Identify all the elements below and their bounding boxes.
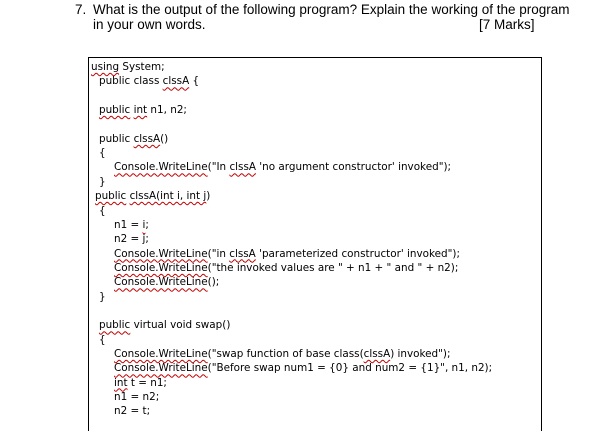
flagged-token: clssA (363, 348, 391, 360)
question-number: 7. (75, 2, 87, 17)
code-line (99, 291, 106, 304)
code-line (114, 248, 460, 261)
code-token: } (99, 290, 106, 303)
code-line (114, 276, 219, 289)
code-token: n2 = j; (114, 233, 149, 246)
code-token: } (99, 175, 106, 188)
code-line (114, 161, 451, 174)
code-line (99, 75, 199, 88)
flagged-token: clssA(int i, int j (129, 190, 207, 203)
code-token: ("swap function of base class( (207, 348, 364, 360)
question-marks: [7 Marks] (479, 17, 535, 32)
code-token: ("In (207, 161, 230, 174)
flagged-token: Console.WriteLine (114, 276, 208, 289)
flagged-token: int (114, 376, 128, 389)
code-token: 'no argument constructor' invoked"); (255, 161, 452, 174)
code-token: { (99, 147, 106, 160)
code-token: () (160, 132, 169, 145)
flagged-token: i (142, 218, 146, 231)
code-token: { (189, 75, 200, 88)
code-line (99, 147, 106, 160)
code-token: ("in (207, 247, 230, 260)
code-token: { (99, 333, 106, 346)
code-line (114, 391, 159, 404)
code-token: public (99, 132, 134, 145)
code-token: { (99, 204, 106, 217)
code-line (99, 104, 187, 117)
flagged-token: Console.WriteLine (114, 348, 208, 360)
code-line (95, 190, 210, 203)
code-line (91, 61, 165, 74)
flagged-token: clssA (162, 75, 190, 88)
code-line (114, 219, 149, 232)
code-line (114, 377, 167, 390)
code-listing (88, 57, 542, 431)
code-token: t = n1; (127, 376, 167, 389)
flagged-token: public (95, 190, 127, 203)
code-line (114, 233, 149, 246)
flagged-token: public (99, 319, 131, 332)
code-token: ) (206, 190, 211, 203)
flagged-token: Console.WriteLine (114, 161, 208, 174)
code-line (99, 205, 106, 218)
flagged-token: clssA (229, 161, 256, 174)
code-token: public class (99, 75, 163, 88)
flagged-token: int (133, 104, 148, 117)
code-token: 'parameterized constructor' invoked"); (255, 247, 460, 260)
flagged-token: clssA (229, 247, 256, 260)
code-line (114, 405, 150, 418)
code-token: ; (145, 218, 149, 231)
code-token: virtual void swap() (130, 319, 231, 332)
code-token: ) invoked"); (390, 348, 451, 360)
question-text-line-1: What is the output of the following program? Explain the working of the program (93, 2, 570, 17)
code-token: n2 = t; (114, 405, 151, 418)
code-line (114, 348, 451, 361)
code-token: n1 = n2; (114, 391, 160, 404)
flagged-token: Console.WriteLine (114, 362, 208, 375)
code-line (114, 262, 458, 275)
flagged-token: public (99, 104, 131, 117)
flagged-token: clssA (133, 132, 161, 145)
code-token: ("the invoked values are " + n1 + " and " + n2); (207, 261, 459, 274)
code-line (99, 133, 168, 146)
code-token: ("Before swap num1 = {0} and num2 = {1}", n1, n2); (207, 362, 493, 375)
code-line (99, 319, 230, 332)
flagged-token: Console.WriteLine (114, 247, 208, 260)
code-line (114, 362, 492, 375)
code-token: System; (119, 61, 165, 73)
question-text-line-2: in your own words. (93, 17, 206, 32)
code-token: n1 = (114, 218, 143, 231)
flagged-token: using (91, 61, 120, 73)
code-token: (); (207, 276, 220, 289)
flagged-token: Console.WriteLine (114, 261, 208, 274)
code-token: n1, n2; (147, 104, 187, 117)
code-line (99, 334, 106, 347)
code-line (99, 176, 106, 189)
